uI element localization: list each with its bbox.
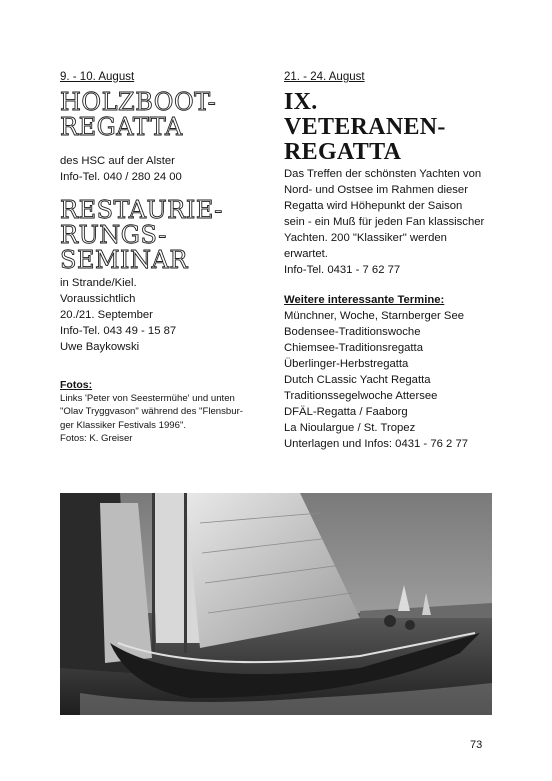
sailing-yacht-photo — [60, 493, 492, 715]
seminar-text-line: Info-Tel. 043 49 - 15 87 — [60, 325, 177, 337]
title-seminar-line1: RESTAURIE- — [60, 196, 223, 224]
title-veteranen-line1: IX. — [284, 89, 318, 115]
seminar-text-line: Voraussichtlich — [60, 293, 136, 305]
title-seminar-line2: RUNGS- — [60, 221, 167, 249]
event-date-veteranen: 21. - 24. August — [284, 71, 365, 83]
title-veteranen-line3: REGATTA — [284, 139, 402, 165]
title-holzboot-line2: REGATTA — [60, 113, 183, 141]
more-events-item: DFÄL-Regatta / Faaborg — [284, 406, 408, 418]
more-events-item: La Nioulargue / St. Tropez — [284, 422, 416, 434]
fotos-text-line: Fotos: K. Greiser — [60, 432, 133, 444]
more-events-item: Bodensee-Traditionswoche — [284, 326, 421, 338]
event-date-holzboot: 9. - 10. August — [60, 71, 135, 83]
page-number: 73 — [470, 739, 483, 751]
more-events-heading: Weitere interessante Termine: — [284, 294, 445, 306]
title-seminar-line3: SEMINAR — [60, 246, 188, 274]
title-holzboot-line1: HOLZBOOT- — [60, 88, 217, 116]
left-column — [60, 70, 270, 445]
seminar-text-line: 20./21. September — [60, 309, 153, 321]
veteranen-body-line: Yachten. 200 "Klassiker" werden — [284, 232, 447, 244]
more-events-item: Traditionssegelwoche Attersee — [284, 390, 438, 402]
veteranen-body-line: Das Treffen der schönsten Yachten von — [284, 168, 482, 180]
yacht-photo-icon — [60, 493, 492, 715]
more-events-item: Unterlagen und Infos: 0431 - 76 2 77 — [284, 438, 469, 450]
seminar-text-line: Uwe Baykowski — [60, 341, 140, 353]
veteranen-body-line: sein - ein Muß für jeden Fan klassischer — [284, 216, 485, 228]
right-column — [284, 70, 492, 452]
fotos-text-line: ger Klassiker Festivals 1996". — [60, 419, 187, 431]
fotos-heading: Fotos: — [60, 379, 93, 391]
more-events-item: Dutch CLassic Yacht Regatta — [284, 374, 431, 386]
fotos-text-line: "Olav Tryggvason" während des "Flensbur- — [60, 406, 243, 418]
more-events-item: Chiemsee-Traditionsregatta — [284, 342, 423, 354]
veteranen-body-line: Nord- und Ostsee im Rahmen dieser — [284, 184, 468, 196]
veteranen-info: Info-Tel. 0431 - 7 62 77 — [284, 264, 401, 276]
veteranen-body-line: Regatta wird Höhepunkt der Saison — [284, 200, 463, 212]
more-events-item: Münchner, Woche, Starnberger See — [284, 310, 465, 322]
title-veteranen-line2: VETERANEN- — [284, 114, 446, 140]
holzboot-text-line: Info-Tel. 040 / 280 24 00 — [60, 171, 182, 183]
veteranen-body-line: erwartet. — [284, 248, 328, 260]
more-events-item: Überlinger-Herbstregatta — [284, 358, 409, 370]
holzboot-text-line: des HSC auf der Alster — [60, 155, 175, 167]
fotos-text-line: Links 'Peter von Seestermühe' und unten — [60, 393, 235, 405]
seminar-text-line: in Strande/Kiel. — [60, 277, 137, 289]
